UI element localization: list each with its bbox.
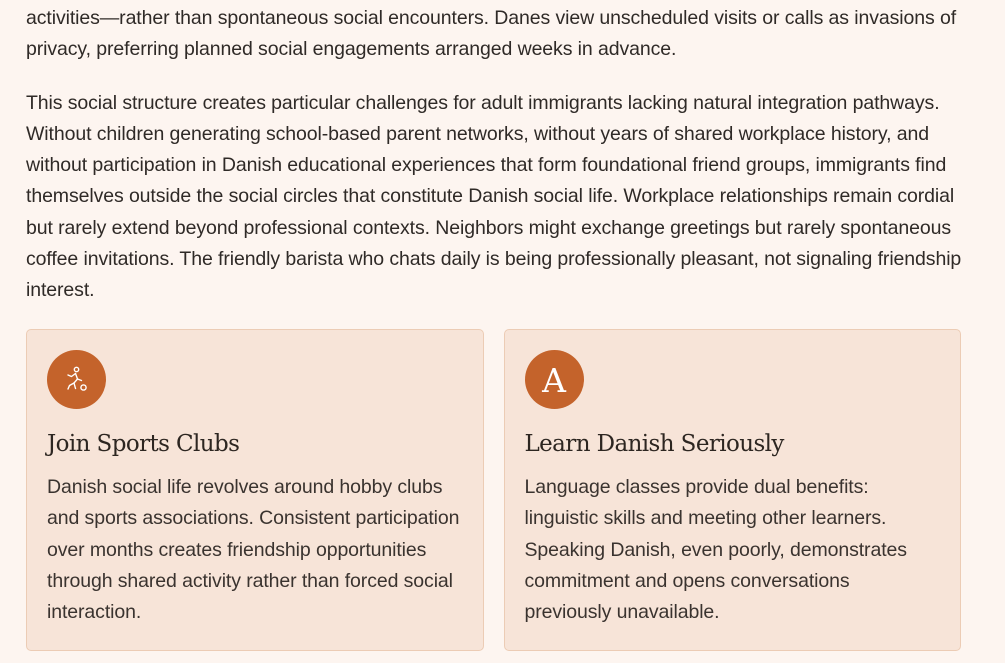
card-title: Learn Danish Seriously <box>524 431 784 457</box>
icon-letter: A <box>542 361 566 400</box>
card-text: Danish social life revolves around hobby clubs and sports associations. Consistent participation over months creates friendship opportunities through shared activity rather than forced social interaction. <box>47 476 460 624</box>
tips-cards <box>26 329 961 651</box>
card-text: Language classes provide dual benefits: linguistic skills and meeting other learners. Speaking Danish, even poorly, demonstrates commitment and opens conversations previously unavailable. <box>524 476 907 624</box>
tip-card-learn-danish <box>504 329 962 651</box>
article-body <box>26 0 966 307</box>
letter-a-icon <box>525 350 584 409</box>
card-title: Join Sports Clubs <box>47 431 240 457</box>
paragraph: This social structure creates particular challenges for adult immigrants lacking natural integration pathways. Without children generating school-based parent networks, without years of shared workplace history, and without participation in Danish educational experiences that form foundational friend groups, immigrants find themselves outside the social circles that constitute Danish social life. Workplace relationships remain cordial but rarely extend beyond professional contexts. Neighbors might exchange greetings but rarely spontaneous coffee invitations. The friendly barista who chats daily is being professionally pleasant, not signaling friendship interest. <box>26 91 962 302</box>
paragraph: activities—rather than spontaneous social encounters. Danes view unscheduled visits or calls as invasions of privacy, preferring planned social engagements arranged weeks in advance. <box>26 7 957 61</box>
soccer-player-icon <box>47 350 106 409</box>
tip-card-sports-clubs <box>26 329 484 651</box>
